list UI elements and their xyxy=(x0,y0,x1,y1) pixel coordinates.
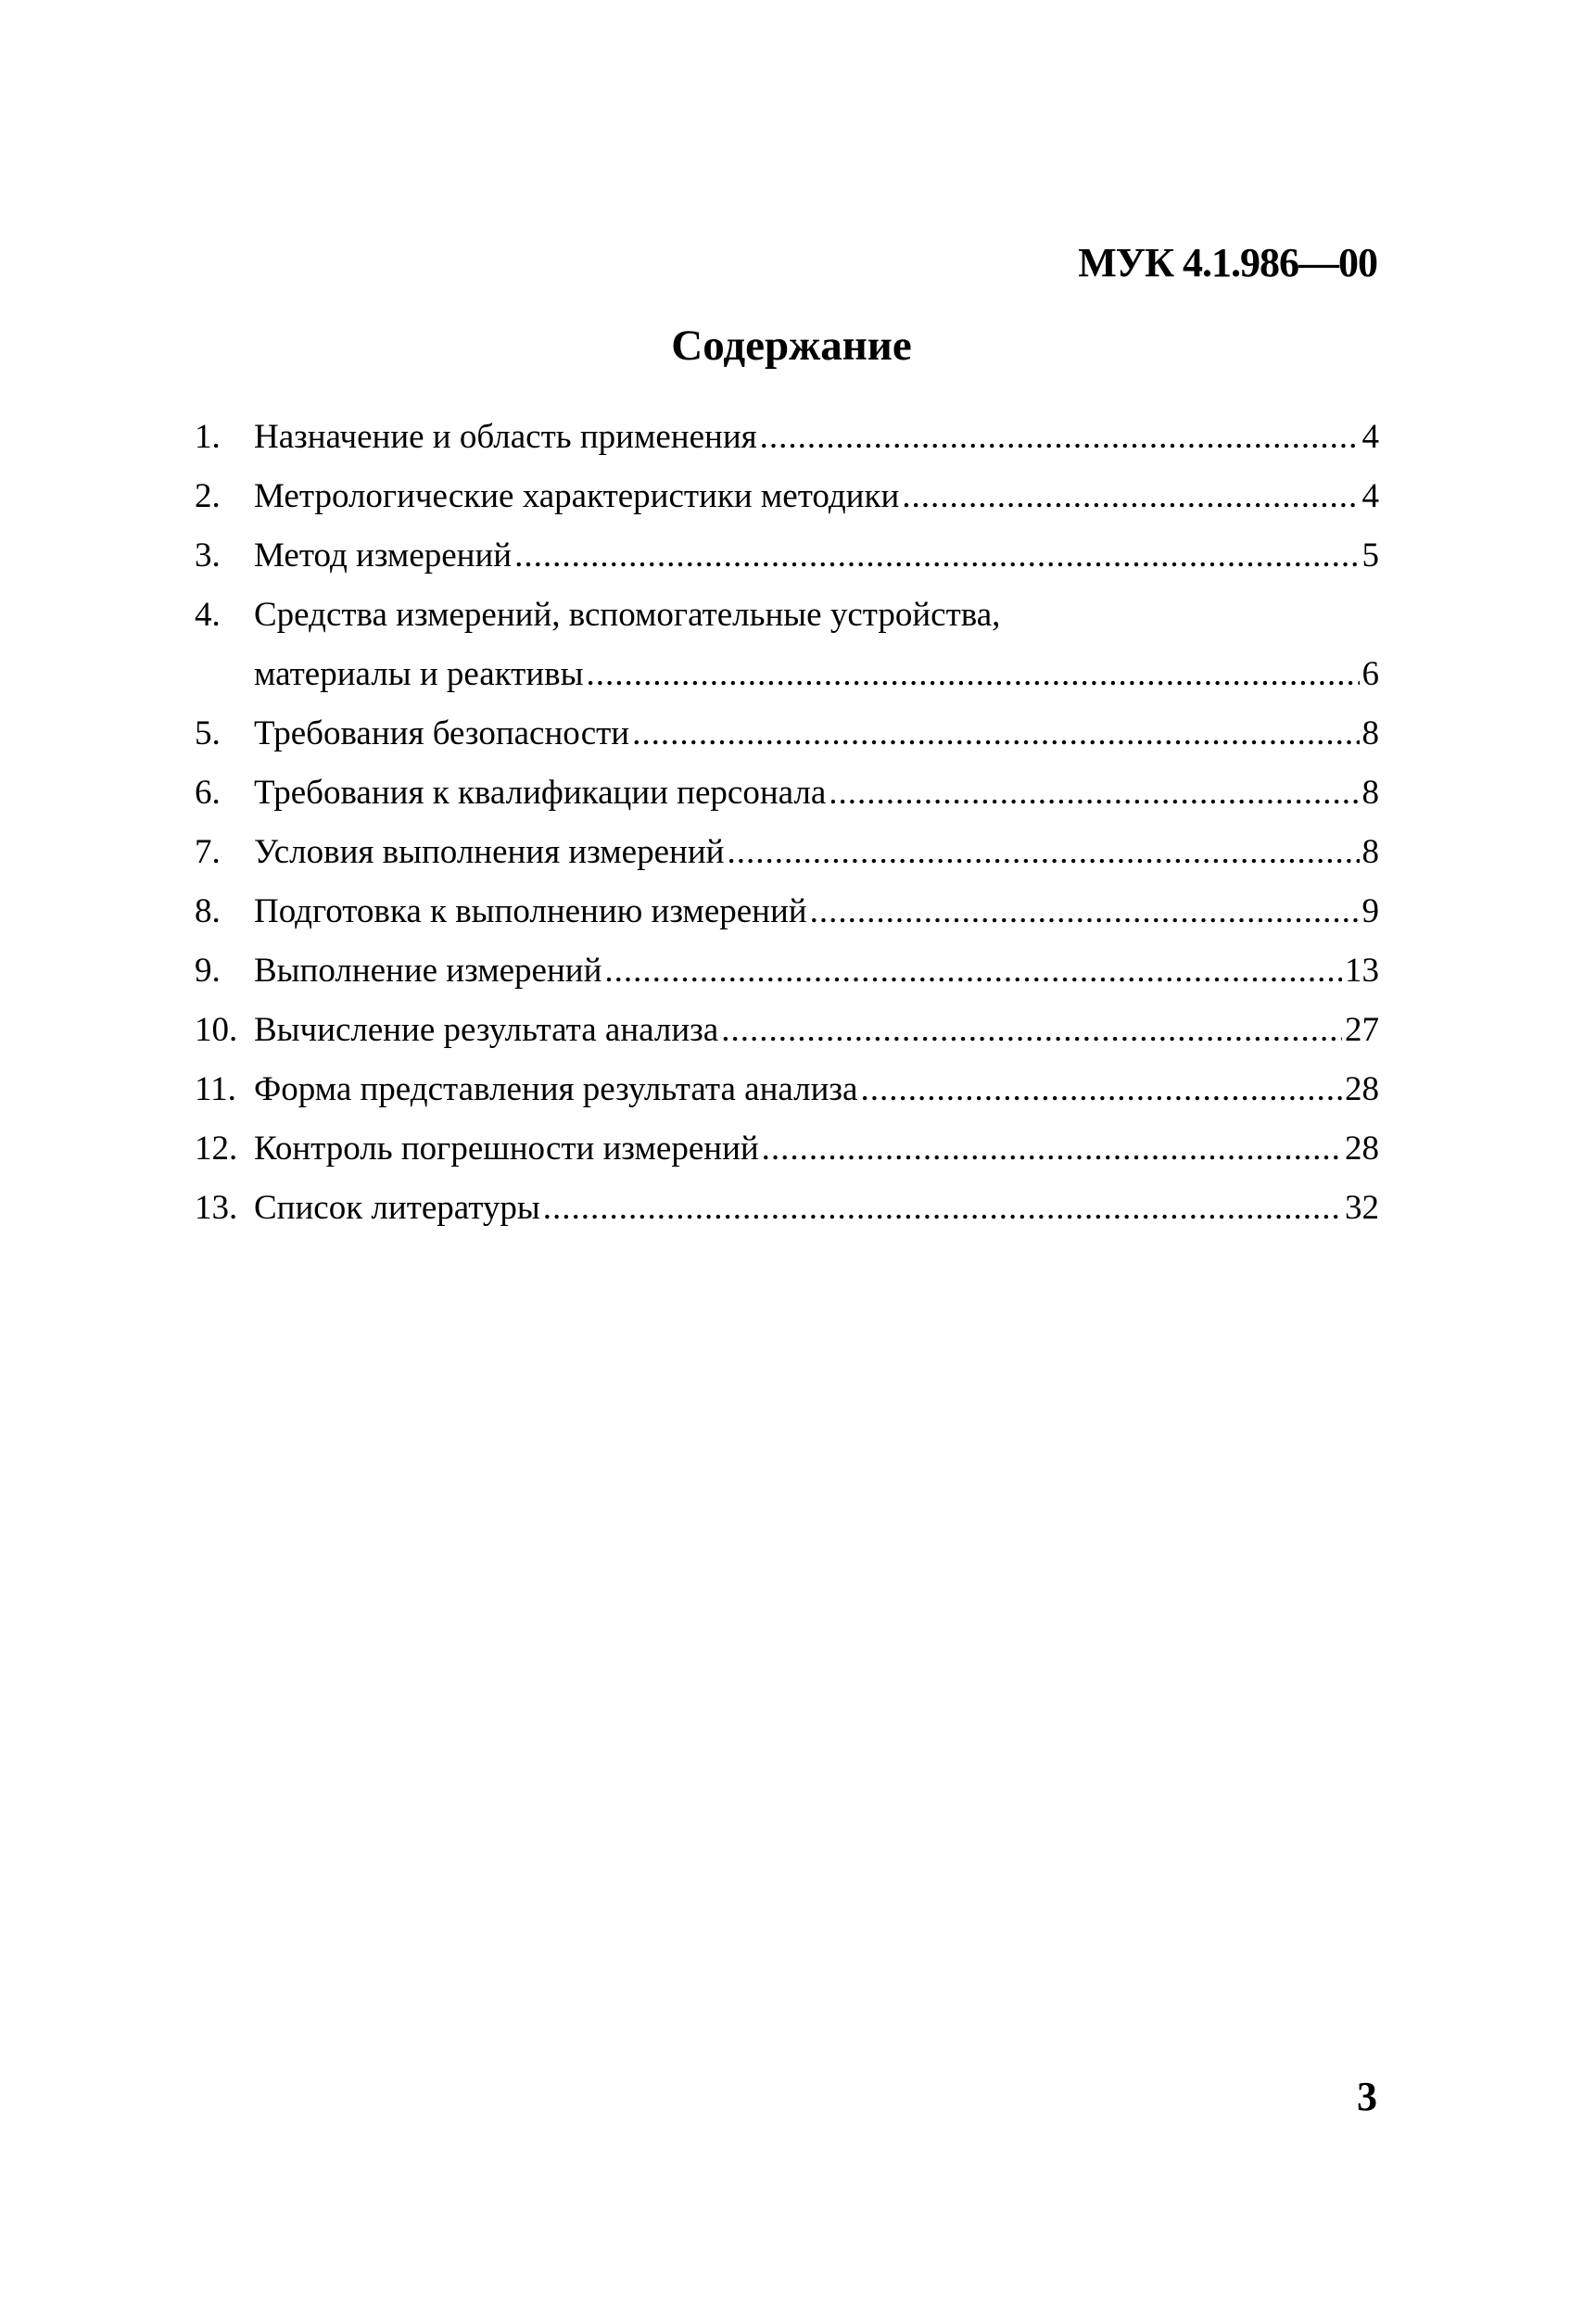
toc-entry-number: 5. xyxy=(195,714,221,752)
toc-entry-title: Подготовка к выполнению измерений xyxy=(254,892,807,930)
toc-entry-page: 13 xyxy=(1345,952,1379,990)
table-of-contents xyxy=(195,408,1379,1238)
toc-dot-leader xyxy=(632,704,1359,764)
toc-dot-leader xyxy=(860,1060,1342,1119)
toc-entry-title-line1: Средства измерений, вспомогательные устройства, xyxy=(254,596,1001,634)
toc-entry-page: 9 xyxy=(1361,892,1379,930)
toc-dot-leader xyxy=(760,408,1360,467)
toc-entry-page: 28 xyxy=(1345,1070,1379,1108)
toc-entry-page: 8 xyxy=(1361,714,1379,752)
toc-dot-leader xyxy=(902,467,1359,526)
toc-entry-title: Метрологические характеристики методики xyxy=(254,477,900,515)
toc-entry[interactable] xyxy=(195,1119,1379,1179)
toc-entry[interactable] xyxy=(195,467,1379,526)
toc-entry[interactable] xyxy=(195,704,1379,764)
toc-entry-page: 27 xyxy=(1345,1011,1379,1049)
toc-entry-title: Вычисление результата анализа xyxy=(254,1011,719,1049)
toc-dot-leader xyxy=(829,764,1359,823)
toc-entry-number: 12. xyxy=(195,1130,238,1168)
document-code: МУК 4.1.986—00 xyxy=(1078,240,1377,285)
toc-entry-page: 8 xyxy=(1361,774,1379,812)
toc-title: Содержание xyxy=(671,322,912,370)
toc-entry-title: Контроль погрешности измерений xyxy=(254,1130,759,1168)
toc-dot-leader xyxy=(586,645,1359,704)
toc-dot-leader xyxy=(514,526,1359,586)
toc-entry-title: Метод измерений xyxy=(254,537,513,575)
toc-entry-title: Список литературы xyxy=(254,1189,540,1227)
toc-entry-page: 5 xyxy=(1361,537,1379,575)
toc-entry-number: 8. xyxy=(195,892,221,930)
page-number: 3 xyxy=(1357,2074,1377,2119)
toc-entry-number: 11. xyxy=(195,1070,236,1108)
toc-entry-page: 6 xyxy=(1361,655,1379,693)
toc-entry[interactable] xyxy=(195,1179,1379,1238)
toc-entry-title: Форма представления результата анализа xyxy=(254,1070,858,1108)
toc-entry[interactable] xyxy=(195,408,1379,467)
toc-dot-leader xyxy=(810,882,1360,941)
toc-entry-number: 9. xyxy=(195,952,221,990)
toc-entry-number: 6. xyxy=(195,774,221,812)
toc-dot-leader xyxy=(721,1001,1342,1060)
toc-entry[interactable] xyxy=(195,941,1379,1001)
toc-entry-title: Требования безопасности xyxy=(254,714,630,752)
toc-entry-number: 7. xyxy=(195,833,221,871)
toc-entry-page: 4 xyxy=(1361,418,1379,456)
toc-entry[interactable] xyxy=(195,1060,1379,1119)
toc-entry-page: 4 xyxy=(1361,477,1379,515)
toc-entry[interactable] xyxy=(195,882,1379,941)
toc-entry[interactable] xyxy=(195,1001,1379,1060)
toc-dot-leader xyxy=(762,1119,1342,1179)
toc-entry-title: Назначение и область применения xyxy=(254,418,757,456)
toc-dot-leader xyxy=(543,1179,1342,1238)
toc-entry-number: 10. xyxy=(195,1011,238,1049)
toc-entry[interactable] xyxy=(195,764,1379,823)
toc-entry-page: 32 xyxy=(1345,1189,1379,1227)
toc-entry-number: 13. xyxy=(195,1189,238,1227)
toc-entry[interactable] xyxy=(195,823,1379,882)
toc-entry-title: Выполнение измерений xyxy=(254,952,602,990)
toc-entry-number: 3. xyxy=(195,537,221,575)
toc-entry-title: материалы и реактивы xyxy=(254,655,584,693)
toc-dot-leader xyxy=(727,823,1359,882)
toc-entry-multiline-second[interactable] xyxy=(195,645,1379,704)
toc-entry-multiline-first[interactable] xyxy=(195,586,1379,645)
toc-entry[interactable] xyxy=(195,526,1379,586)
toc-entry-page: 8 xyxy=(1361,833,1379,871)
toc-entry-number: 4. xyxy=(195,596,221,634)
toc-entry-number: 1. xyxy=(195,418,221,456)
toc-entry-page: 28 xyxy=(1345,1130,1379,1168)
toc-dot-leader xyxy=(604,941,1342,1001)
toc-entry-title: Условия выполнения измерений xyxy=(254,833,725,871)
toc-entry-number: 2. xyxy=(195,477,221,515)
toc-entry-title: Требования к квалификации персонала xyxy=(254,774,827,812)
